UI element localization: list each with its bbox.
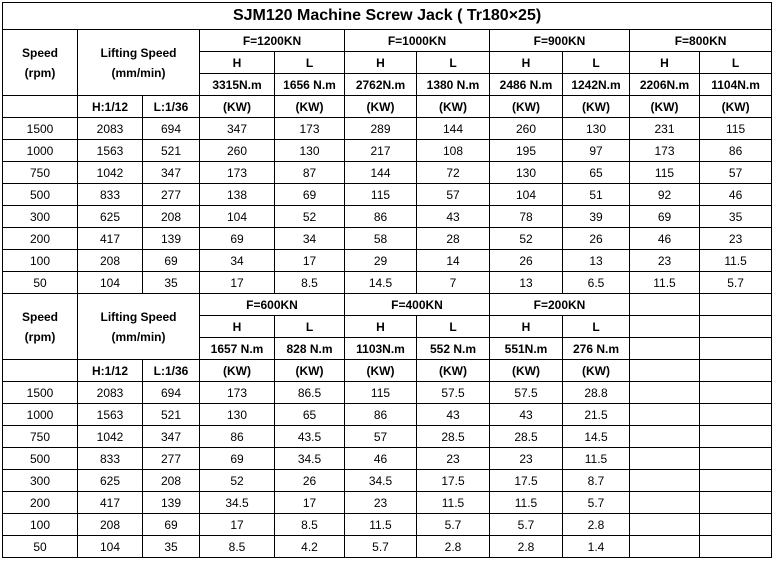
data-cell: 8.5: [200, 536, 275, 558]
data-cell: 23: [490, 448, 563, 470]
torque-h: 551N.m: [490, 338, 563, 360]
empty-cell: [630, 338, 700, 360]
kw-unit-label: (KW): [345, 96, 417, 118]
data-cell: 26: [490, 250, 563, 272]
force-label: F=200KN: [490, 294, 630, 316]
lifting-speed-label: Lifting Speed: [100, 45, 177, 60]
data-cell: 52: [200, 470, 275, 492]
data-cell: 1563: [78, 140, 143, 162]
data-cell: 28.5: [417, 426, 490, 448]
data-cell: 277: [143, 184, 200, 206]
speed-label: Speed: [21, 45, 58, 60]
data-cell: 11.5: [417, 492, 490, 514]
data-cell: 69: [143, 514, 200, 536]
data-cell: 39: [563, 206, 630, 228]
data-cell: 86: [345, 206, 417, 228]
data-cell: 51: [563, 184, 630, 206]
data-cell: 14.5: [345, 272, 417, 294]
spec-sheet-frame: [2, 2, 771, 566]
data-cell: 130: [490, 162, 563, 184]
ratio-l-label: L:1/36: [143, 96, 200, 118]
kw-unit-label: (KW): [200, 96, 275, 118]
data-cell: 139: [143, 492, 200, 514]
data-cell: 28: [417, 228, 490, 250]
data-cell: 69: [200, 228, 275, 250]
torque-l: 1656 N.m: [275, 74, 345, 96]
data-cell: 115: [630, 162, 700, 184]
data-cell: 11.5: [630, 272, 700, 294]
data-cell: 231: [630, 118, 700, 140]
data-cell: 277: [143, 448, 200, 470]
data-cell: 173: [200, 162, 275, 184]
lower-data-row: [3, 448, 772, 470]
data-cell: 260: [490, 118, 563, 140]
data-cell: 34.5: [275, 448, 345, 470]
kw-unit-label: (KW): [275, 360, 345, 382]
data-cell: 1000: [3, 404, 78, 426]
data-cell: 34: [200, 250, 275, 272]
data-cell: 8.5: [275, 272, 345, 294]
data-cell: 57.5: [490, 382, 563, 404]
data-cell: 115: [345, 382, 417, 404]
data-cell: 26: [563, 228, 630, 250]
empty-cell: [630, 360, 700, 382]
data-cell: 17: [275, 250, 345, 272]
data-cell: 86: [200, 426, 275, 448]
lower-data-row: [3, 492, 772, 514]
torque-l: 1104N.m: [700, 74, 772, 96]
l-column-label: L: [417, 316, 490, 338]
h-column-label: H: [490, 52, 563, 74]
data-cell: 28.5: [490, 426, 563, 448]
upper-data-row: [3, 162, 772, 184]
empty-cell: [3, 96, 78, 118]
kw-unit-label: (KW): [417, 360, 490, 382]
upper-data-row: [3, 184, 772, 206]
data-cell: 260: [200, 140, 275, 162]
data-cell: 200: [3, 228, 78, 250]
data-cell: 57: [345, 426, 417, 448]
data-cell: 130: [200, 404, 275, 426]
h-column-label: H: [200, 316, 275, 338]
data-cell: 69: [200, 448, 275, 470]
empty-cell: [630, 382, 700, 404]
data-cell: 130: [275, 140, 345, 162]
force-label: F=600KN: [200, 294, 345, 316]
data-cell: 8.5: [275, 514, 345, 536]
torque-h: 2762N.m: [345, 74, 417, 96]
force-label: F=400KN: [345, 294, 490, 316]
screw-jack-table: [2, 2, 772, 558]
data-cell: 115: [700, 118, 772, 140]
force-label: F=1200KN: [200, 30, 345, 52]
data-cell: 108: [417, 140, 490, 162]
data-cell: 28.8: [563, 382, 630, 404]
data-cell: 750: [3, 162, 78, 184]
data-cell: 14: [417, 250, 490, 272]
empty-cell: [630, 448, 700, 470]
data-cell: 173: [200, 382, 275, 404]
data-cell: 21.5: [563, 404, 630, 426]
upper-data-row: [3, 118, 772, 140]
lifting-speed-label: Lifting Speed: [100, 309, 177, 324]
data-cell: 43: [417, 206, 490, 228]
empty-cell: [700, 448, 772, 470]
torque-h: 2486 N.m: [490, 74, 563, 96]
h-column-label: H: [345, 52, 417, 74]
data-cell: 50: [3, 272, 78, 294]
data-cell: 72: [417, 162, 490, 184]
data-cell: 5.7: [417, 514, 490, 536]
data-cell: 750: [3, 426, 78, 448]
title-row: [3, 3, 772, 30]
data-cell: 300: [3, 470, 78, 492]
empty-cell: [700, 536, 772, 558]
lower-data-row: [3, 536, 772, 558]
data-cell: 5.7: [490, 514, 563, 536]
data-cell: 57: [417, 184, 490, 206]
data-cell: 69: [630, 206, 700, 228]
data-cell: 29: [345, 250, 417, 272]
lower-data-row: [3, 382, 772, 404]
data-cell: 7: [417, 272, 490, 294]
empty-cell: [630, 426, 700, 448]
data-cell: 23: [345, 492, 417, 514]
data-cell: 8.7: [563, 470, 630, 492]
data-cell: 86.5: [275, 382, 345, 404]
lower-unit-row: [3, 360, 772, 382]
data-cell: 34.5: [345, 470, 417, 492]
data-cell: 35: [143, 536, 200, 558]
data-cell: 2083: [78, 118, 143, 140]
kw-unit-label: (KW): [630, 96, 700, 118]
data-cell: 1.4: [563, 536, 630, 558]
rpm-label: (rpm): [24, 329, 56, 344]
kw-unit-label: (KW): [490, 360, 563, 382]
l-column-label: L: [700, 52, 772, 74]
ratio-h-label: H:1/12: [78, 360, 143, 382]
ratio-l-label: L:1/36: [143, 360, 200, 382]
data-cell: 34.5: [200, 492, 275, 514]
empty-cell: [630, 492, 700, 514]
data-cell: 52: [275, 206, 345, 228]
data-cell: 11.5: [345, 514, 417, 536]
data-cell: 1042: [78, 162, 143, 184]
data-cell: 217: [345, 140, 417, 162]
data-cell: 1500: [3, 118, 78, 140]
data-cell: 694: [143, 118, 200, 140]
ratio-h-label: H:1/12: [78, 96, 143, 118]
data-cell: 50: [3, 536, 78, 558]
lower-lifting-speed-header: [78, 294, 200, 360]
data-cell: 417: [78, 228, 143, 250]
data-cell: 521: [143, 404, 200, 426]
torque-l: 828 N.m: [275, 338, 345, 360]
lower-speed-header: [3, 294, 78, 360]
data-cell: 1000: [3, 140, 78, 162]
data-cell: 35: [143, 272, 200, 294]
empty-cell: [3, 360, 78, 382]
data-cell: 347: [143, 162, 200, 184]
upper-data-row: [3, 206, 772, 228]
lower-data-row: [3, 426, 772, 448]
data-cell: 521: [143, 140, 200, 162]
data-cell: 87: [275, 162, 345, 184]
data-cell: 57.5: [417, 382, 490, 404]
kw-unit-label: (KW): [200, 360, 275, 382]
data-cell: 100: [3, 514, 78, 536]
h-column-label: H: [490, 316, 563, 338]
data-cell: 417: [78, 492, 143, 514]
data-cell: 23: [417, 448, 490, 470]
upper-force-row: [3, 30, 772, 52]
data-cell: 104: [78, 536, 143, 558]
data-cell: 625: [78, 206, 143, 228]
data-cell: 43: [417, 404, 490, 426]
empty-cell: [630, 404, 700, 426]
data-cell: 46: [700, 184, 772, 206]
data-cell: 86: [345, 404, 417, 426]
data-cell: 139: [143, 228, 200, 250]
data-cell: 144: [417, 118, 490, 140]
torque-l: 276 N.m: [563, 338, 630, 360]
table-title: SJM120 Machine Screw Jack ( Tr180×25): [3, 3, 772, 30]
data-cell: 500: [3, 448, 78, 470]
data-cell: 5.7: [700, 272, 772, 294]
data-cell: 52: [490, 228, 563, 250]
lower-data-row: [3, 404, 772, 426]
data-cell: 833: [78, 448, 143, 470]
data-cell: 694: [143, 382, 200, 404]
kw-unit-label: (KW): [563, 360, 630, 382]
data-cell: 43.5: [275, 426, 345, 448]
data-cell: 2083: [78, 382, 143, 404]
data-cell: 14.5: [563, 426, 630, 448]
data-cell: 144: [345, 162, 417, 184]
data-cell: 65: [563, 162, 630, 184]
data-cell: 2.8: [563, 514, 630, 536]
data-cell: 23: [700, 228, 772, 250]
data-cell: 833: [78, 184, 143, 206]
force-label: F=800KN: [630, 30, 772, 52]
data-cell: 173: [630, 140, 700, 162]
torque-h: 1103N.m: [345, 338, 417, 360]
kw-unit-label: (KW): [563, 96, 630, 118]
l-column-label: L: [563, 52, 630, 74]
empty-cell: [700, 404, 772, 426]
data-cell: 138: [200, 184, 275, 206]
data-cell: 104: [490, 184, 563, 206]
torque-l: 1242N.m: [563, 74, 630, 96]
data-cell: 69: [143, 250, 200, 272]
torque-l: 552 N.m: [417, 338, 490, 360]
data-cell: 2.8: [490, 536, 563, 558]
data-cell: 26: [275, 470, 345, 492]
upper-unit-row: [3, 96, 772, 118]
torque-h: 2206N.m: [630, 74, 700, 96]
kw-unit-label: (KW): [490, 96, 563, 118]
data-cell: 208: [78, 250, 143, 272]
l-column-label: L: [275, 316, 345, 338]
l-column-label: L: [563, 316, 630, 338]
kw-unit-label: (KW): [275, 96, 345, 118]
empty-cell: [630, 316, 700, 338]
upper-data-row: [3, 228, 772, 250]
data-cell: 35: [700, 206, 772, 228]
h-column-label: H: [345, 316, 417, 338]
kw-unit-label: (KW): [417, 96, 490, 118]
empty-cell: [700, 316, 772, 338]
data-cell: 130: [563, 118, 630, 140]
data-cell: 11.5: [490, 492, 563, 514]
data-cell: 78: [490, 206, 563, 228]
torque-h: 1657 N.m: [200, 338, 275, 360]
data-cell: 500: [3, 184, 78, 206]
data-cell: 195: [490, 140, 563, 162]
data-cell: 1042: [78, 426, 143, 448]
data-cell: 65: [275, 404, 345, 426]
mm-min-label: (mm/min): [111, 65, 166, 80]
lower-data-row: [3, 514, 772, 536]
empty-cell: [700, 514, 772, 536]
speed-label: Speed: [21, 309, 58, 324]
data-cell: 11.5: [700, 250, 772, 272]
data-cell: 4.2: [275, 536, 345, 558]
data-cell: 43: [490, 404, 563, 426]
data-cell: 347: [200, 118, 275, 140]
data-cell: 69: [275, 184, 345, 206]
data-cell: 115: [345, 184, 417, 206]
force-label: F=900KN: [490, 30, 630, 52]
kw-unit-label: (KW): [700, 96, 772, 118]
empty-cell: [700, 470, 772, 492]
empty-cell: [630, 470, 700, 492]
data-cell: 17: [200, 514, 275, 536]
data-cell: 300: [3, 206, 78, 228]
data-cell: 208: [143, 470, 200, 492]
l-column-label: L: [275, 52, 345, 74]
empty-cell: [700, 360, 772, 382]
torque-l: 1380 N.m: [417, 74, 490, 96]
data-cell: 104: [78, 272, 143, 294]
empty-cell: [630, 536, 700, 558]
data-cell: 57: [700, 162, 772, 184]
mm-min-label: (mm/min): [111, 329, 166, 344]
data-cell: 2.8: [417, 536, 490, 558]
data-cell: 97: [563, 140, 630, 162]
data-cell: 17.5: [490, 470, 563, 492]
empty-cell: [630, 514, 700, 536]
data-cell: 46: [630, 228, 700, 250]
data-cell: 34: [275, 228, 345, 250]
data-cell: 13: [563, 250, 630, 272]
empty-cell: [700, 492, 772, 514]
data-cell: 92: [630, 184, 700, 206]
lower-data-row: [3, 470, 772, 492]
data-cell: 17: [200, 272, 275, 294]
data-cell: 104: [200, 206, 275, 228]
empty-cell: [700, 338, 772, 360]
lower-force-row: [3, 294, 772, 316]
empty-cell: [700, 382, 772, 404]
data-cell: 289: [345, 118, 417, 140]
data-cell: 208: [78, 514, 143, 536]
data-cell: 208: [143, 206, 200, 228]
rpm-label: (rpm): [24, 65, 56, 80]
upper-speed-header: [3, 30, 78, 96]
data-cell: 58: [345, 228, 417, 250]
h-column-label: H: [200, 52, 275, 74]
data-cell: 5.7: [345, 536, 417, 558]
data-cell: 46: [345, 448, 417, 470]
upper-data-row: [3, 250, 772, 272]
l-column-label: L: [417, 52, 490, 74]
data-cell: 11.5: [563, 448, 630, 470]
data-cell: 86: [700, 140, 772, 162]
kw-unit-label: (KW): [345, 360, 417, 382]
upper-data-row: [3, 272, 772, 294]
data-cell: 5.7: [563, 492, 630, 514]
empty-cell: [630, 294, 700, 316]
empty-cell: [700, 294, 772, 316]
force-label: F=1000KN: [345, 30, 490, 52]
torque-h: 3315N.m: [200, 74, 275, 96]
data-cell: 17: [275, 492, 345, 514]
empty-cell: [700, 426, 772, 448]
data-cell: 23: [630, 250, 700, 272]
upper-lifting-speed-header: [78, 30, 200, 96]
upper-data-row: [3, 140, 772, 162]
data-cell: 347: [143, 426, 200, 448]
data-cell: 1563: [78, 404, 143, 426]
data-cell: 1500: [3, 382, 78, 404]
data-cell: 100: [3, 250, 78, 272]
h-column-label: H: [630, 52, 700, 74]
data-cell: 625: [78, 470, 143, 492]
data-cell: 200: [3, 492, 78, 514]
data-cell: 13: [490, 272, 563, 294]
data-cell: 17.5: [417, 470, 490, 492]
data-cell: 6.5: [563, 272, 630, 294]
data-cell: 173: [275, 118, 345, 140]
